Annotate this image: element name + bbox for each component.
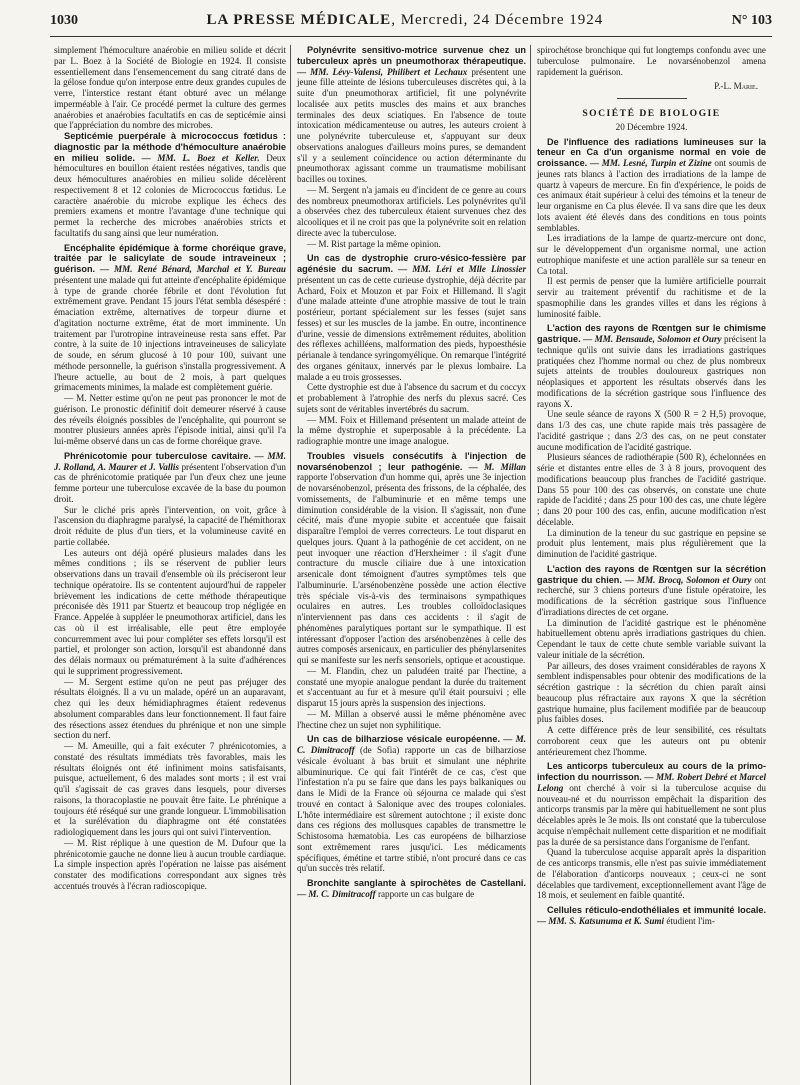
paragraph: Les auteurs ont déjà opéré plusieurs malades dans les mêmes conditions ; ils se réservent de publier leurs observations dans un travail d'ensemble où ils préciseront leur technique opératoire. Ils se contentent aujourd'hui de rappeler brièvement les indications de cette méthode thérapeutique préconisée dès 1911 par Stuertz et beaucoup trop négligée en France. Appelée à suppléer le pneumothorax artificiel, dans les cas où il est irréalisable, elle peut être employée concurremment avec lui pour compléter ses effets lorsqu'il est partiel, et prolonger son action, lorsqu'il est abandonné dans des délais normaux ou prématurément à la suite d'adhérences qui le suppriment progressivement.: [54, 547, 286, 676]
article-authors: — MM. Lesné, Turpin et Zizine: [587, 158, 712, 168]
column-2: [290, 45, 530, 1085]
article-polynevrite: [297, 45, 526, 185]
column-1: [50, 45, 290, 1085]
paragraph: La diminution de l'acidité gastrique est le phénomène habituellement obtenu après irradiations gastriques du chien. Cependant le taux de cette chute semble variable suivant la valeur initiale de la sécrétion.: [537, 617, 766, 660]
paragraph: A cette différence près de leur sensibilité, ces résultats corroborent ceux que les auteurs ont pu obtenir antérieurement chez l'homme.: [537, 725, 766, 757]
article-authors: — M. Millan: [462, 461, 526, 472]
paragraph: — M. Sergent estime qu'on ne peut pas préjuger des résultats éloignés. Il a vu un malade, opéré un an auparavant, chez qui les deux hémidiaphragmes étaient redevenus absolument comparables dans leur fonctionnement. Il faut faire des résections assez étendues du phrénique et non une simple section du nerf.: [54, 676, 286, 741]
article-authors: — MM. Bensaude, Solomon et Oury: [580, 334, 722, 344]
article-bilharziose: [297, 734, 526, 874]
article-title: L'action des rayons de Rœntgen sur le chimisme gastrique.: [537, 323, 766, 344]
article-title: Cellules réticulo-endothéliales et immunité locale.: [547, 905, 766, 915]
article-body: présentent une jeune fille atteinte de lésions tuberculeuses discrètes qui, à la suite d'un pneumothorax artificiel, fit une polynévrite localisée aux petits muscles des mains et aux branches terminales des deux sciatiques. En l'absence de toute intoxication médicamenteuse ou autres, les auteurs croient à une polynévrite tuberculeuse et, s'appuyant sur deux observations analogues d'ailleurs moins pures, se demandent s'il y a seulement coïncidence ou action déterminante du pneumothorax agissant comme un traumatisme mobilisant bacilles ou toxines.: [297, 66, 526, 184]
page-header: [50, 12, 772, 37]
paragraph: — M. Flandin, chez un paludéen traité par l'hectine, a constaté une myopie analogue pendant la durée du traitement et s'accentuant au fur et à mesure qu'il était poursuivi ; elle disparut 15 jours après la suspension des injections.: [297, 665, 526, 708]
article-title: De l'influence des radiations lumineuses sur la teneur en Ca d'un organisme normal en voie de croissance.: [537, 136, 766, 168]
article-body: précisent la technique qu'ils ont suivie dans les irradiations gastriques pratiquées chez l'homme normal ou chez de plus nombreux sujets atteints de troubles douloureux gastriques non néoplasiques et apportent les résultats observés dans les modifications de la sécrétion gastrique sous l'influence des rayons X.: [537, 334, 767, 409]
article-title: Phrénicotomie pour tuberculose cavitaire.: [64, 450, 251, 461]
issue-number: N° 103: [731, 13, 772, 28]
article-septicemie: [54, 131, 286, 239]
paragraph: Quand la tuberculose acquise apparaît après la disparition de ces anticorps transmis, elle n'est pas suivie immédiatement de l'élaboration d'anticorps nouveaux ; ceux-ci ne sont décelables que tardivement, exceptionnellement avant l'âge de 18 mois, et seulement en faible quantité.: [537, 847, 766, 901]
paragraph: — M. Netter estime qu'on ne peut pas prononcer le mot de guérison. Le pronostic définitif doit demeurer réservé à cause des réveils éloignés possibles de l'encéphalite, qui pourront se montrer plusieurs années après l'épisode initial, ainsi qu'il l'a lui-même observé dans un cas de forme choréique grave.: [54, 393, 286, 447]
article-title: Un cas de bilharziose vésicale européenne.: [307, 734, 500, 745]
article-body: ont cherché à voir si la tuberculose acquise du nouveau-né et du nourrisson empêchait la disparition des anticorps transmis par la mère qui habituellement ne sont plus décelables après le 3e mois. Ils ont constaté que la tuberculose acquise n'empêchait nullement cette disparition et ne modifiait pas la durée de sa persistance dans l'organisme de l'enfant.: [537, 782, 766, 847]
article-authors: — MM. Léri et Mlle Linossier: [393, 264, 526, 274]
masthead: [206, 12, 603, 29]
article-body: ont soumis de jeunes rats blancs à l'action des irradiations de la lampe de quartz à vapeurs de mercure. En fin d'expérience, le poids de ces animaux était supérieur à celui des témoins et la teneur de leur organisme en Ca plus élevée. Il va sans dire que les deux lots avaient été élevés dans des conditions en tous points semblables.: [537, 158, 766, 233]
article-title: Un cas de dystrophie cruro-vésico-fessière par agénésie du sacrum.: [297, 253, 526, 274]
paragraph: — M. Ameuille, qui a fait exécuter 7 phrénicotomies, a constaté des résultats immédiats très favorables, mais les résultats éloignés ont été infiniment moins satisfaisants, puisque, actuellement, 6 des malades sont morts ; il est vrai qu'il s'agissait de cas graves dans lesquels, pour diverses raisons, la thoracoplastie ne pouvait être faite. Le phrénique a toujours été réséqué sur une grande longueur. L'immobilisation et la surélévation du diaphragme ont été constatées radiologiquement dans les jours qui ont suivi l'intervention.: [54, 741, 286, 838]
paragraph: — M. Millan a observé aussi le même phénomène avec l'hectine chez un sujet non syphilitique.: [297, 708, 526, 730]
article-title: Septicémie puerpérale à micrococcus fœtidus : diagnostic par la méthode d'hémoculture anaérobie en milieu solide.: [54, 131, 286, 163]
paragraph: — MM. Foix et Hillemand présentent un malade atteint de la même dystrophie et superposable à la précédente. La radiographie montre une image analogue.: [297, 414, 526, 446]
article-body: rapporte un cas bulgare de: [375, 888, 475, 899]
page-number: 1030: [50, 13, 78, 28]
article-dystrophie: [297, 253, 526, 382]
text-columns: [50, 45, 772, 1085]
article-title: Polynévrite sensitivo-motrice survenue chez un tuberculeux après un pneumothorax thérapeutique.: [297, 45, 526, 66]
article-encephalite: [54, 243, 286, 394]
article-body: rapporte l'observation d'un homme qui, après une 3e injection de novarsénobenzol, présenta des frissons, de la céphalée, des vomissements, de l'albuminurie et en même temps une diminution considérable de la vision. Il s'agissait, non d'une cécité, mais d'une myopie subite et accentuée que faisait disparaître l'emploi de verres correcteurs. Le tout disparut en quelques jours. Quant à la pathogénie de cet accident, on ne peut invoquer une réaction d'Herxheimer : il s'agit d'une contracture du muscle ciliaire due à une intoxication arsenicale dont témoignent d'autres symptômes tels que l'albuminurie. L'arsénobenzène possède une action élective très spéciale vis-à-vis des terminaisons sympathiques oculaires en autres. Les troubles colloïdoclasiques n'interviennent pas dans ces accidents : il s'agit de phénomènes paralytiques portant sur le sympathique. Il est intéressant d'opposer l'action des arsénobenzènes à celle des autres composés arsenicaux, en particulier des phénylarsenites qui se manifeste sur les nerfs sensoriels, optique et acoustique.: [297, 472, 526, 665]
article-body: étudient l'im-: [664, 915, 715, 926]
article-authors: — MM. Lévy-Valensi, Philibert et Lechaux: [297, 66, 468, 77]
paragraph: Les irradiations de la lampe de quartz-mercure ont donc, sur le développement d'un organisme normal, une action eutrophique manifeste et une action parallèle sur sa teneur en Ca total.: [537, 233, 766, 276]
paragraph: Plusieurs séances de radiothérapie (500 R), échelonnées en série et distantes entre elles de 3 à 8 jours, provoquent des modifications beaucoup plus franches de l'acidité gastrique. Dans 55 pour 100 des cas observés, on constate une chute rapide de l'acidité ; dans 25 pour 100 des cas, une chute légère ; dans 20 pour 100 des cas, enfin, aucune modification n'est décelable.: [537, 452, 766, 527]
article-title: L'action des rayons de Rœntgen sur la sécrétion gastrique du chien.: [537, 563, 766, 585]
article-authors: — MM. J. Rolland, A. Maurer et J. Vallis: [54, 450, 286, 472]
paragraph: spirochétose bronchique qui fut longtemps confondu avec une tuberculose pulmonaire. Le novarsénobenzol amena rapidement la guérison.: [537, 45, 766, 77]
article-cellules: [537, 905, 766, 927]
article-authors: — MM. Robert Debré et Marcel Lelong: [537, 772, 766, 793]
column-3: [530, 45, 770, 1085]
journal-name: LA PRESSE MÉDICALE: [206, 12, 392, 28]
article-title: Encéphalite épidémique à forme choréique grave, traitée par le salicylate de soude intraveineux ; guérison.: [54, 242, 286, 275]
section-heading: SOCIÉTÉ DE BIOLOGIE: [582, 108, 721, 119]
article-body: présentent un cas de cette curieuse dystrophie, déjà décrite par Achard, Foix et Mouzon et par Foix et Hillemand. Il s'agit d'une malade atteinte d'une atrophie massive de tout le train postérieur, portant spécialement sur les fesses (sujet sans fesses) et sur les muscles de la jambe. En outre, incontinence d'urine, vessie de dimensions extrêmement réduites, abolition des réflexes achilléens, malformation des pieds, hypoesthésie périanale à tendance syringomyélique. On remarque l'intégrité des organes génitaux, innervés par le plexus lombaire. La malade a eu trois grossesses.: [297, 274, 526, 382]
paragraph: La diminution de la teneur du suc gastrique en pepsine se produit plus lentement, mais plus régulièrement que la diminution de l'acidité gastrique.: [537, 527, 766, 559]
paragraph: — M. Sergent n'a jamais eu d'incident de ce genre au cours des nombreux pneumothorax artificiels. Les polynévrites qu'il a observées chez des tuberculeux étaient survenues chez des alcooliques et il ne croit pas que la polynévrite soit en relation directe avec la tuberculose.: [297, 184, 526, 238]
article-bronchite: [297, 878, 526, 900]
article-troubles-visuels: [297, 451, 526, 666]
article-body: Deux hémocultures en bouillon étaient restées négatives, tandis que deux hémocultures anaérobies en milieu solide décelèrent respectivement 8 et 12 colonies de Micrococcus fœtidus. Le caractère anaérobie du microbe explique les échecs des premiers examens et montre l'avantage d'une technique qui permet la recherche des microbes anaérobies stricts et facultatifs du sang ainsi que leur numération.: [54, 152, 286, 238]
article-authors: — M. C. Dimitracoff: [297, 734, 526, 755]
article-title: Bronchite sanglante à spirochètes de Castellani.: [307, 878, 526, 888]
article-radiations: [537, 137, 766, 234]
paragraph: Une seule séance de rayons X (500 R = 2 H,5) provoque, dans 1/3 des cas, une chute rapide mais très passagère de l'acidité gastrique ; dans 2/3 des cas, on ne peut constater aucune modification de l'acidité gastrique.: [537, 409, 766, 452]
paragraph: Par ailleurs, des doses vraiment considérables de rayons X semblent indispensables pour obtenir des modifications de la sécrétion gastrique : la sécrétion du chien paraît ainsi beaucoup plus réfractaire aux rayons X que la sécrétion gastrique humaine, plus facilement modifiée par de beaucoup plus faibles doses.: [537, 660, 766, 725]
article-anticorps: [537, 761, 766, 847]
article-body: présentent l'observation d'un cas de phrénicotomie pratiquée par l'un d'eux chez une jeune femme porteur une tuberculose excavée de la base du poumon droit.: [54, 461, 286, 504]
article-authors: — MM. René Bénard, Marchal et Y. Bureau: [95, 264, 286, 275]
paragraph: Sur le cliché pris après l'intervention, on voit, grâce à l'ascension du diaphragme paralysé, la capacité de l'hémithorax droit réduite de plus d'un tiers, et la volumineuse cavité en partie collabée.: [54, 504, 286, 547]
article-body: présentent une malade qui fut atteinte d'encéphalite épidémique à type de grande chorée fébrile et dont l'évolution fut extrêmement grave. Pendant 15 jours l'état sembla désespéré : émaciation extrême, alternatives de torpeur diurne et d'agitation nocturne extrême, état de mort imminente. Un traitement par l'urotropine intraveineuse resta sans effet. Par contre, à la suite de 10 injections intraveineuses de salicylate de soude, en sérum glucosé à 10 pour 100, suivant une méthode personnelle, la guérison s'installa progressivement. A l'heure actuelle, au bout de 2 mois, à part quelques grimacements minimes, la malade est complètement guérie.: [54, 274, 286, 393]
article-authors: — M. C. Dimitracoff: [297, 888, 376, 899]
article-authors: — MM. S. Katsunuma et K. Sumi: [537, 915, 665, 926]
signature: P.-L. Marie.: [714, 81, 758, 92]
issue-date: , Mercredi, 24 Décembre 1924: [391, 12, 604, 28]
paragraph: Il est permis de penser que la lumière artificielle pourrait servir au traitement préventif du rachitisme et de la spasmophilie dans les grandes villes et dans les régions à luminosité faible.: [537, 276, 766, 319]
article-chimisme: [537, 323, 766, 409]
article-title: Troubles visuels consécutifs à l'injection de novarsénobenzol ; leur pathogénie.: [297, 450, 526, 472]
divider: [617, 98, 687, 99]
section-date: 20 Décembre 1924.: [615, 121, 688, 132]
article-title: Les anticorps tuberculeux au cours de la primo-infection du nourrisson.: [537, 761, 766, 782]
article-authors: — MM. L. Boez et Keller.: [135, 152, 260, 163]
article-authors: — MM. Brocq, Solomon et Oury: [621, 574, 752, 585]
article-phrenicotomie: [54, 451, 286, 505]
article-body: (de Sofia) rapporte un cas de bilharziose vésicale évoluant à bas bruit et simulant une néphrite albuminurique. Ce qui fait l'intérêt de ce cas, c'est que l'infestation n'a pu se faire que dans les pays balkaniques ou dans le Midi de la France où séjourna ce malade qui s'est trouvé en contact à Salonique avec des troupes coloniales. L'hôte intermédiaire est sûrement autochtone ; il existe donc dans ces régions des mollusques capables de transmettre le Schistosoma hæmatobia. Les cas européens de bilharziose sont extrêmement rares jusqu'ici. Les médicaments spécifiques, émétine et tartre stibié, n'ont procuré dans ce cas qu'un succès très relatif.: [297, 745, 526, 874]
paragraph: simplement l'hémoculture anaérobie en milieu solide et décrit par L. Boez à la Société de Biologie en 1924. Il consiste essentiellement dans l'ensemencement du sang citraté dans de la gélose fondue qu'on interpose entre deux grandes cupules de verre, l'interstice restant étant obturé avec un mélange imperméable à l'air. Ce procédé permet la culture des germes anaérobies et anaérobies facultatifs en cas de septicémie ainsi que l'appréciation du nombre des microbes.: [54, 45, 286, 131]
article-secretion-chien: [537, 564, 766, 618]
paragraph: Cette dystrophie est due à l'absence du sacrum et du coccyx et probablement à l'atrophie des nerfs du plexus sacré. Ces sujets sont de véritables invertébrés du sacrum.: [297, 382, 526, 414]
paragraph: — M. Rist réplique à une question de M. Dufour que la phrénicotomie gauche ne donne lieu à aucun trouble cardiaque. La simple inspection après l'opération ne laisse pas aisément constater des modifications correspondant aux signes très accentués trouvés à l'écran radioscopique.: [54, 837, 286, 891]
article-body: ont recherché, sur 3 chiens porteurs d'une fistule opératoire, les modifications de la sécrétion gastrique sous l'influence d'irradiations directes de cet organe.: [537, 574, 766, 617]
paragraph: — M. Rist partage la même opinion.: [307, 238, 441, 249]
